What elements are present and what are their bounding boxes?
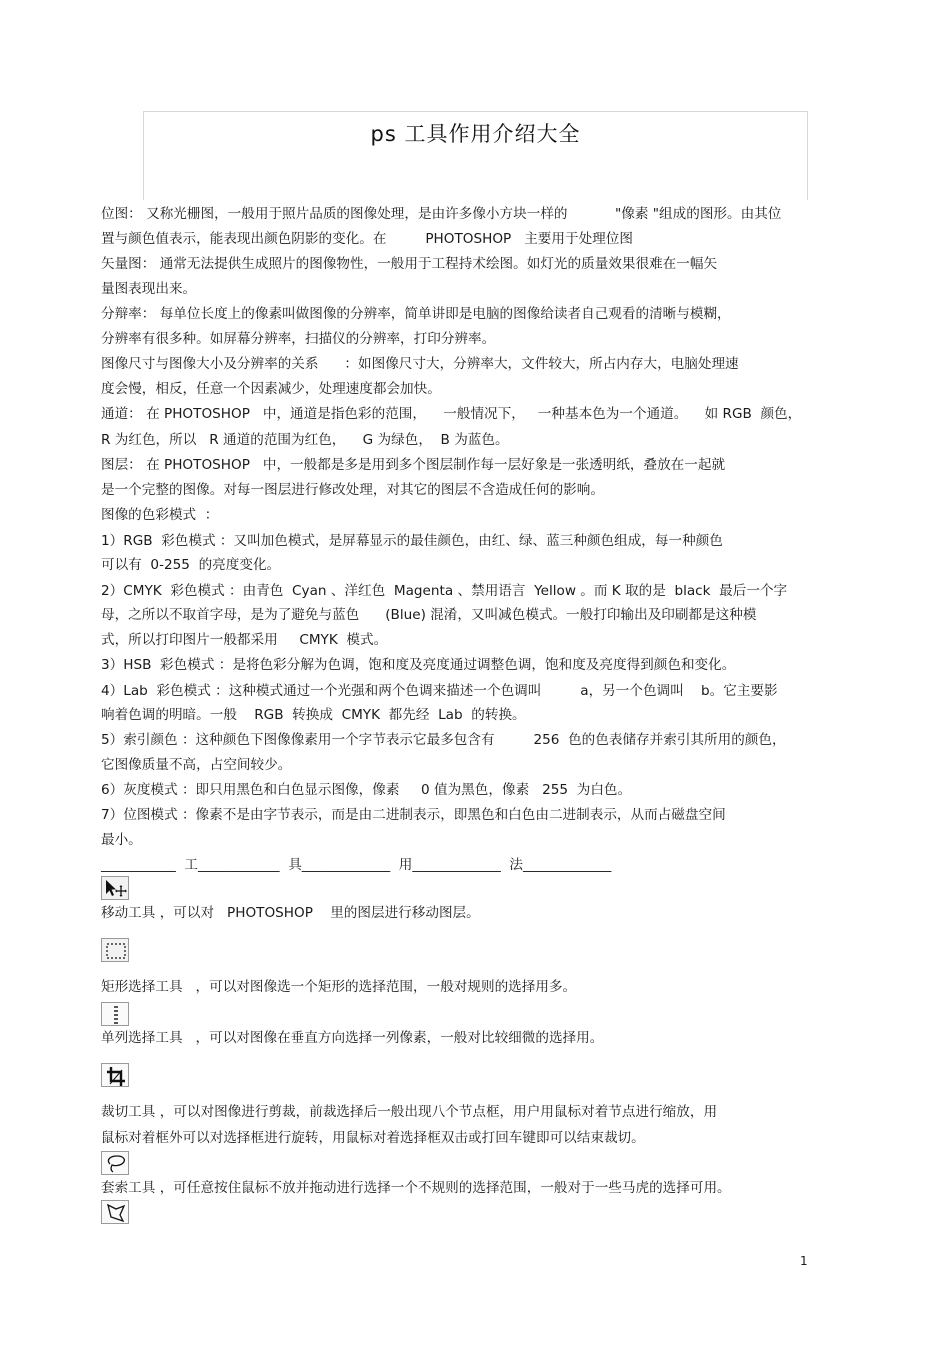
body-line: 3）HSB 彩色模式 ：是将色彩分解为色调，饱和度及亮度通过调整色调，饱和度及亮度得到颜色和变化。 bbox=[101, 657, 736, 673]
body-line: 图层： 在 PHOTOSHOP 中，一般都是多是用到多个图层制作每一层好象是一张透明纸，叠放在一起就 bbox=[101, 457, 726, 473]
body-line: 5）索引颜色 ：这种颜色下图像像素用一个字节表示它最多包含有 256 色的色表储存并索引其所用的颜色， bbox=[101, 732, 786, 748]
section-heading-tools: ___________ 工____________ 具_____________ 用_____________ 法_____________ bbox=[101, 857, 612, 873]
polygonal-lasso-icon bbox=[101, 1200, 129, 1224]
body-line: 通道： 在 PHOTOSHOP 中，通道是指色彩的范围， 一般情况下， 一种基本色为一个通道。 如 RGB 颜色， bbox=[101, 406, 802, 422]
body-line: 图像尺寸与图像大小及分辨率的关系 ：如图像尺寸大，分辨率大，文件较大，所占内存大，电脑处理速 bbox=[101, 356, 739, 372]
body-line: 1）RGB 彩色模式 ：又叫加色模式，是屏幕显示的最佳颜色，由红、绿、蓝三种颜色组成，每一种颜色 bbox=[101, 533, 723, 549]
body-line: 位图： 又称光栅图，一般用于照片品质的图像处理，是由许多像小方块一样的 "像素 "组成的图形。由其位 bbox=[101, 206, 782, 222]
body-line: 可以有 0-255 的亮度变化。 bbox=[101, 557, 281, 573]
body-line: 矢量图： 通常无法提供生成照片的图像物性，一般用于工程持术绘图。如灯光的质量效果很难在一幅矢 bbox=[101, 256, 718, 272]
body-line: 式，所以打印图片一般都采用 CMYK 模式。 bbox=[101, 632, 388, 648]
body-line: 分辩率： 每单位长度上的像素叫做图像的分辨率，简单讲即是电脑的图像给读者自己观看的清晰与模糊， bbox=[101, 306, 731, 322]
tool-description: 单列选择工具 ，可以对图像在垂直方向选择一列像素，一般对比较细微的选择用。 bbox=[101, 1030, 604, 1046]
body-line: 6）灰度模式 ：即只用黑色和白色显示图像，像素 0 值为黑色，像素 255 为白色。 bbox=[101, 782, 632, 798]
body-line: 母，之所以不取首字母，是为了避免与蓝色 (Blue) 混淆，又叫减色模式。一般打印输出及印刷都是这种模 bbox=[101, 607, 757, 623]
tool-description: 裁切工具 ，可以对图像进行剪裁，前裁选择后一般出现八个节点框，用户用鼠标对着节点进行缩放，用 bbox=[101, 1104, 718, 1120]
tool-description-continued: 鼠标对着框外可以对选择框进行旋转，用鼠标对着选择框双击或打回车键即可以结束裁切。 bbox=[101, 1130, 645, 1146]
tool-description: 矩形选择工具 ，可以对图像选一个矩形的选择范围，一般对规则的选择用多。 bbox=[101, 979, 577, 995]
body-line: 最小。 bbox=[101, 832, 142, 848]
body-line: 置与颜色值表示，能表现出颜色阴影的变化。在 PHOTOSHOP 主要用于处理位图 bbox=[101, 231, 633, 247]
body-line: 它图像质量不高，占空间较少。 bbox=[101, 757, 292, 773]
body-line: 量图表现出来。 bbox=[101, 281, 197, 297]
body-line: R 为红色，所以 R 通道的范围为红色， G 为绿色， B 为蓝色。 bbox=[101, 432, 509, 448]
lasso-tool-icon bbox=[101, 1151, 129, 1175]
title-frame bbox=[143, 111, 808, 200]
single-column-marquee-icon bbox=[101, 1002, 129, 1026]
crop-tool-icon bbox=[101, 1063, 129, 1087]
body-line: 2）CMYK 彩色模式 ：由青色 Cyan 、洋红色 Magenta 、禁用语言 Yellow 。而 K 取的是 black 最后一个字 bbox=[101, 583, 788, 599]
body-line: 7）位图模式 ：像素不是由字节表示，而是由二进制表示，即黑色和白色由二进制表示，从而占磁盘空间 bbox=[101, 807, 726, 823]
move-tool-icon bbox=[101, 876, 129, 900]
page-title: ps 工具作用介绍大全 bbox=[370, 122, 581, 146]
body-line: 响着色调的明暗。一般 RGB 转换成 CMYK 都先经 Lab 的转换。 bbox=[101, 707, 526, 723]
tool-description: 移动工具 ，可以对 PHOTOSHOP 里的图层进行移动图层。 bbox=[101, 905, 480, 921]
tool-description: 套索工具 ，可任意按住鼠标不放并拖动进行选择一个不规则的选择范围，一般对于一些马虎的选择可用。 bbox=[101, 1180, 731, 1196]
rect-marquee-icon bbox=[101, 938, 129, 962]
body-line: 度会慢，相反，任意一个因素减少，处理速度都会加快。 bbox=[101, 381, 441, 397]
page-number: 1 bbox=[800, 1254, 808, 1268]
body-line: 4）Lab 彩色模式 ：这种模式通过一个光强和两个色调来描述一个色调叫 a，另一个色调叫 b。它主要影 bbox=[101, 683, 778, 699]
body-line: 是一个完整的图像。对每一图层进行修改处理，对其它的图层不含造成任何的影响。 bbox=[101, 482, 604, 498]
body-line: 图像的色彩模式 ： bbox=[101, 507, 219, 523]
body-line: 分辨率有很多种。如屏幕分辨率，扫描仪的分辨率，打印分辨率。 bbox=[101, 331, 496, 347]
